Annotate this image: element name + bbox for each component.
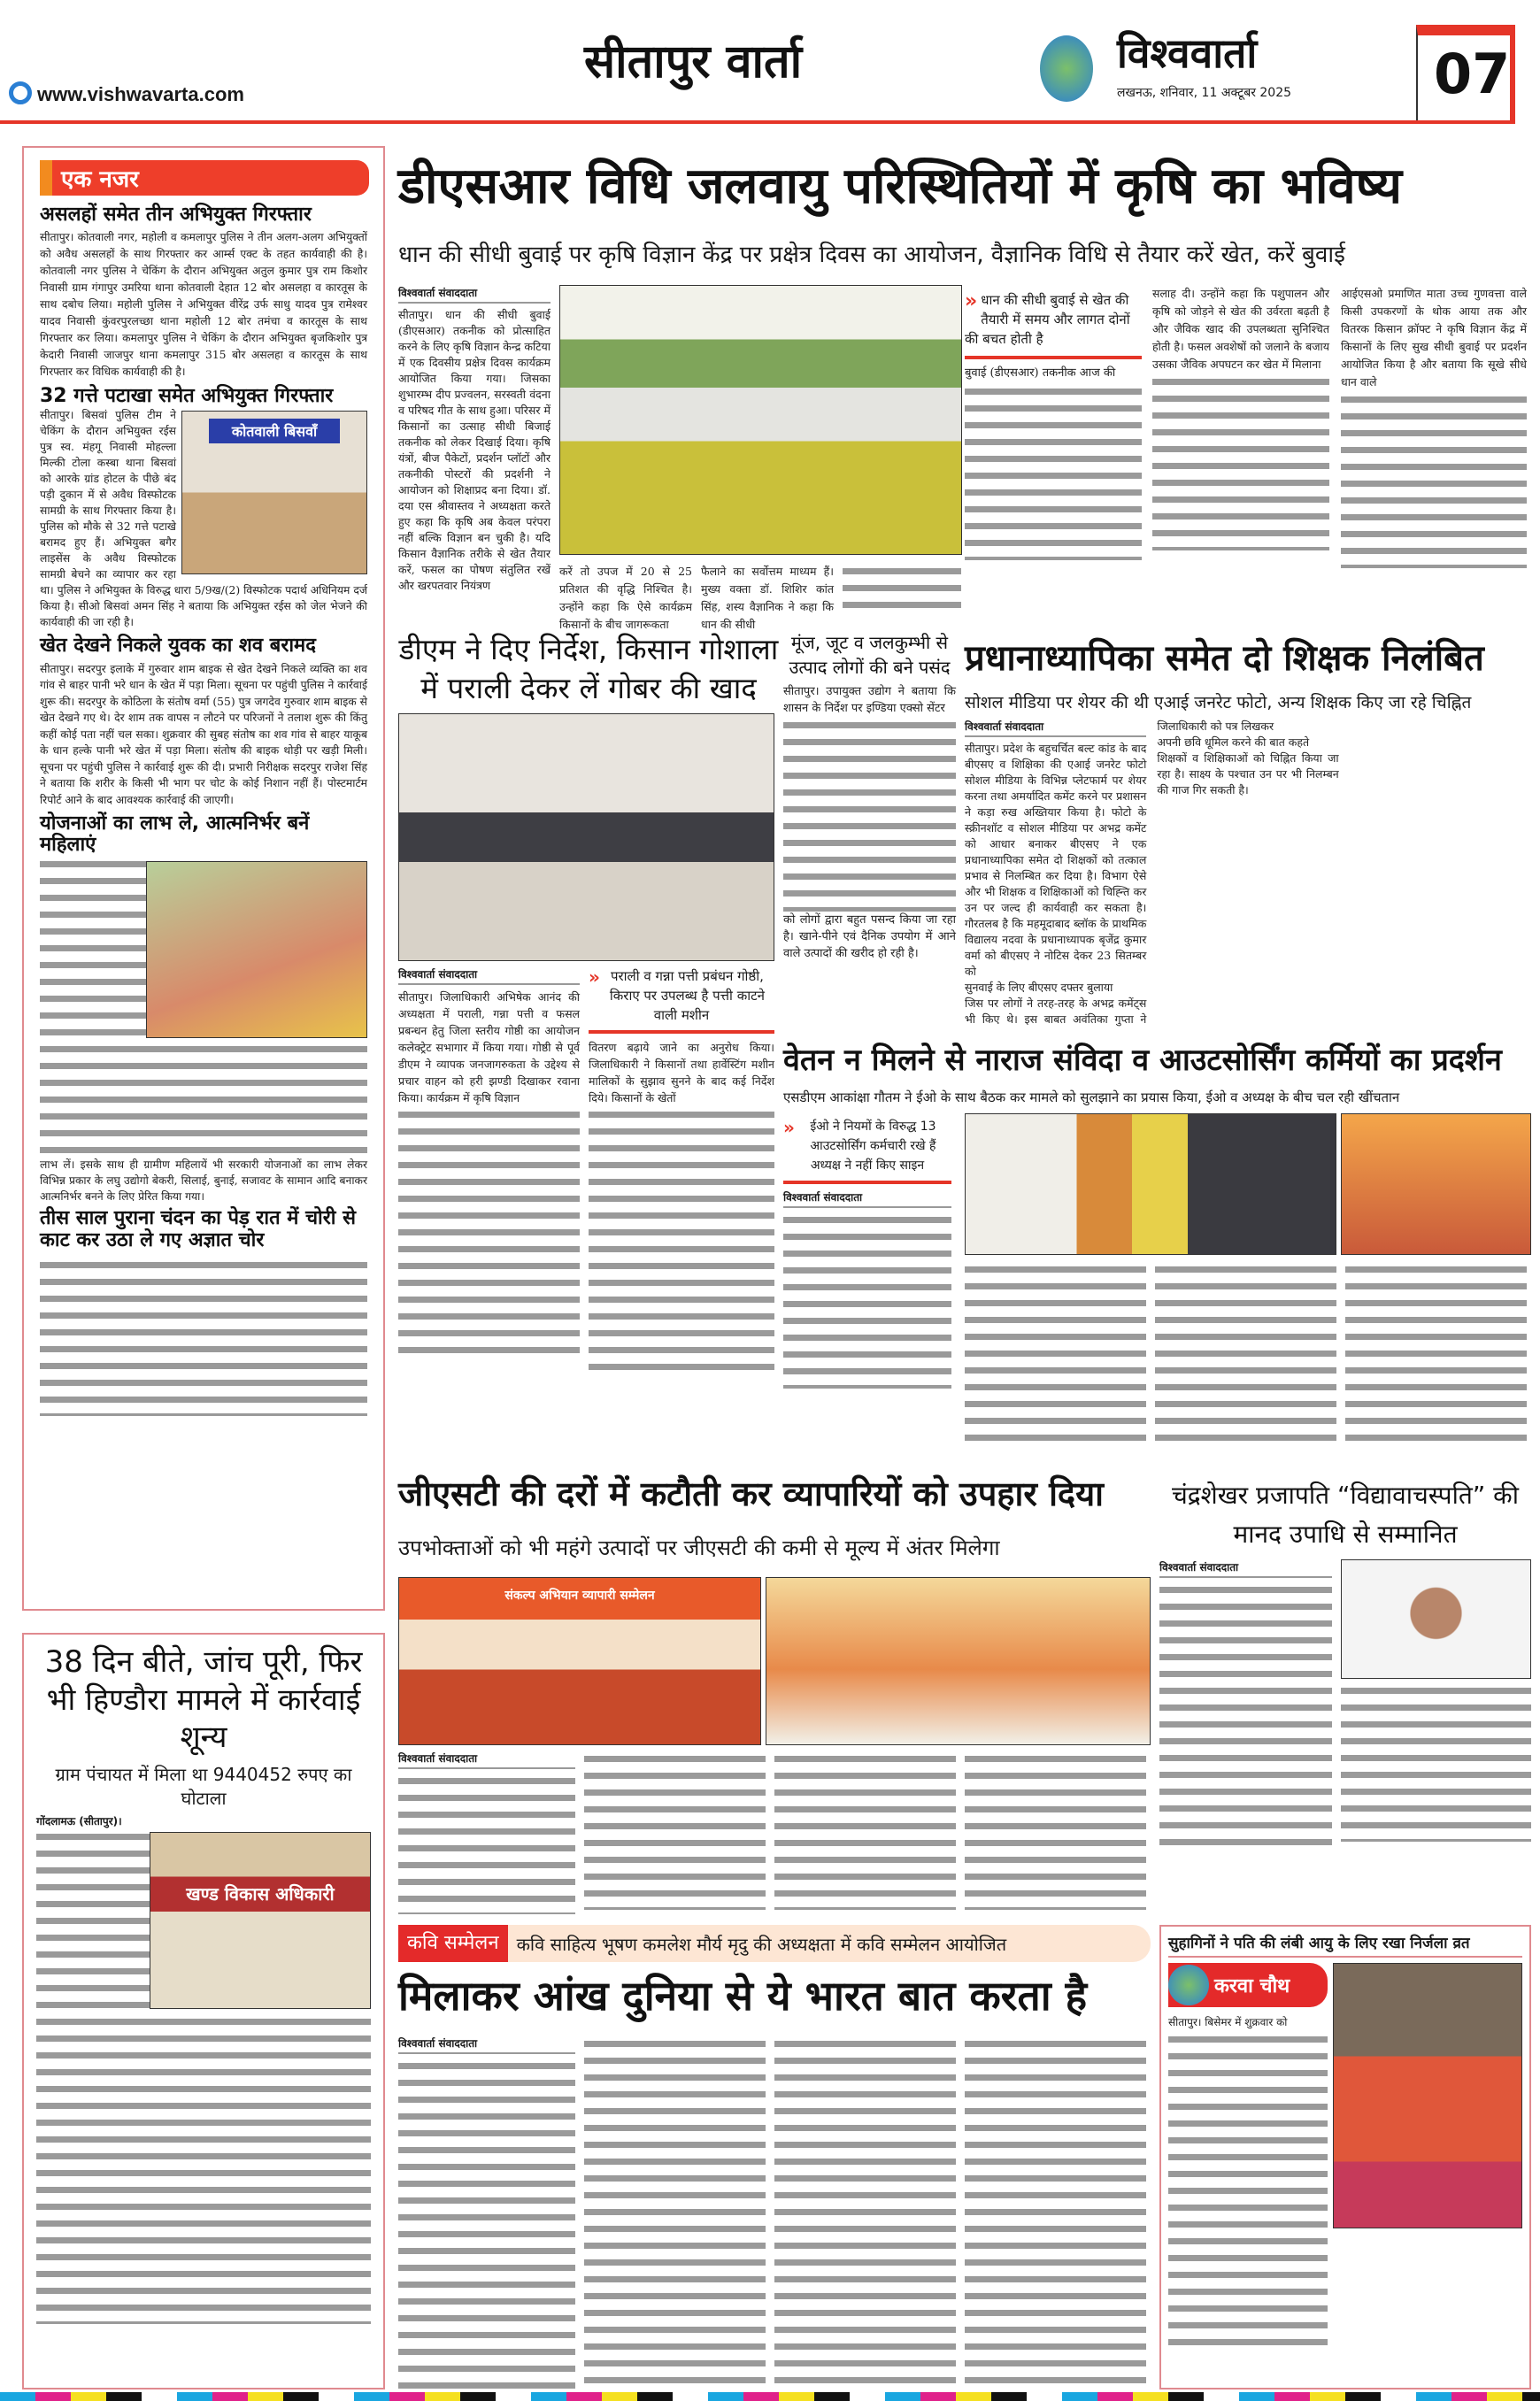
protest-meeting-photo — [965, 1113, 1336, 1255]
story-title: योजनाओं का लाभ ले, आत्मनिर्भर बनें महिलाएं — [40, 812, 310, 857]
karva-badge — [1168, 1963, 1328, 2007]
teacher-text: जिस पर लोगों ने तरह-तरह के अभद्र कमेंट्स भी किए थे। इस बाबत अवंतिका गुप्ता ने जिलाधिकारी को पत्र लिखकर — [965, 720, 1274, 1026]
gst-event-photo — [398, 1577, 761, 1745]
karva-chauth-box — [1159, 1925, 1531, 2389]
dateline: लखनऊ, शनिवार, 11 अक्टूबर 2025 — [1117, 86, 1292, 100]
kavi-text-block — [774, 2035, 956, 2385]
portrait-photo — [1341, 1559, 1531, 1679]
munj-text: को लोगों द्वारा बहुत पसन्द किया जा रहा है। खाने-पीने एवं दैनिक उपयोग में आने वाले उत्पादों की खरीद हो रही है। — [783, 913, 956, 960]
hindaura-box — [22, 1633, 385, 2389]
story-text: लाभ लें। इसके साथ ही ग्रामीण महिलायें भी सरकारी योजनाओं का लाभ लेकर विभिन्न प्रकार के लघु उद्योगो बेकरी, सिलाई, बुनाई, सजावट के सामान आदि बनाकर आत्मनिर्भर बनने के लिए प्रेरित किया गया। — [40, 1158, 367, 1204]
page-number: 07 — [1434, 42, 1511, 106]
award-headline: चंद्रशेखर प्रजापति “विद्यावाचस्पति” की मानद उपाधि से सम्मानित — [1172, 1481, 1519, 1549]
lead-text: फैलाने का सर्वोत्तम माध्यम हैं। मुख्य वक्ता डॉ. शिशिर कांत सिंह, शस्य वैज्ञानिक ने कहा कि धान की सीधी — [701, 565, 834, 631]
paddy-field-photo — [559, 285, 962, 555]
dm-text: सीतापुर। जिलाधिकारी अभिषेक आनंद की अध्यक्षता में पराली, गन्ना पत्ती व फसल प्रबन्धन हेतु जिला स्तरीय गोष्ठी का आयोजन कलेक्ट्रेट सभागार में किया गया। गोष्ठी से पूर्व डीएम ने व्यापक जनजागरुकता के उद्देश्य से प्रचार वाहन को हरी झण्डी दिखाकर रवाना किया। कार्यक्रम में कृषि विज्ञान — [398, 990, 580, 1104]
munj-text: सीतापुर। उपायुक्त उद्योग ने बताया कि शासन के निर्देश पर इण्डिया एक्सो सेंटर — [783, 685, 956, 715]
story-text: सीतापुर। बिसवां पुलिस टीम ने चेकिंग के दौरान अभियुक्त रईस पुत्र स्व. मंहगू निवासी मोहल्ला मिल्की टोला कस्बा थाना बिसवां को आरके ग्रांड होटल के पीछे बंद पड़ी दुकान में से अवैध विस्फोटक सामग्री के साथ गिरफ्तार किया है। पुलिस को मौके से 32 गत्ते पटाखे बरामद हुए हैं। अभियुक्त बगैर लाइसेंस के अवैध विस्फोटक सामग्री बेचने का व्यापार कर रहा था। पुलिस ने अभियुक्त के विरुद्ध धारा 5/9ख/(2) विस्फोटक पदार्थ अधिनियम दर्ज किया है। सीओ बिसवां अमन सिंह ने बताया कि अभियुक्त रईस को जेल भेजने की कार्यवाही की जा रही है। — [40, 409, 367, 629]
kavi-headline: मिलाकर आंख दुनिया से ये भारत बात करता है — [398, 1972, 1088, 2020]
byline: विश्ववार्ता संवाददाता — [398, 2035, 575, 2054]
dm-story — [398, 630, 779, 1372]
dm-text: वितरण बढ़ाये जाने का अनुरोध किया। जिलाधिकारी ने किसानों तथा हार्वेस्टिंग मशीन मालिकों के सुझाव सुनने के बाद कई निर्देश दिये। किसानों के खेतों — [589, 1041, 774, 1104]
ek-nazar-box — [22, 146, 385, 1611]
police-photo — [181, 411, 367, 574]
salary-text-block — [1345, 1261, 1527, 1451]
kavi-strap-text: कवि साहित्य भूषण कमलेश मौर्य मृदु की अध्यक्षता में कवि सम्मेलन आयोजित — [516, 1933, 1007, 1955]
kavi-text-block — [965, 2035, 1146, 2385]
karva-headline: सुहागिनों ने पति की लंबी आयु के लिए रखा निर्जला व्रत — [1168, 1935, 1470, 1952]
gst-subheadline: उपभोक्ताओं को भी महंगे उत्पादों पर जीएसटी की कमी से मूल्य में अंतर मिलेगा — [398, 1535, 1000, 1560]
teacher-headline: प्रधानाध्यापिका समेत दो शिक्षक निलंबित — [965, 638, 1484, 679]
lead-text: आईएसओ प्रमाणित माता उच्च गुणवत्ता वाले किसी उपकरणों के थोक आया तक और वितरक किसान क्रॉफ्ट ने कृषि विज्ञान केंद्र में किसानों के लिए सुख सीधी बुवाई पर प्रदर्शन आयोजित किया है और बताया कि सूखे सीधे धान वाले — [1341, 287, 1527, 389]
kavi-text-block — [398, 2058, 575, 2389]
gst-text-block — [965, 1751, 1146, 1910]
story-title: असलहों समेत तीन अभियुक्त गिरफ्तार — [40, 204, 312, 226]
story-title: 32 गत्ते पटाखा समेत अभियुक्त गिरफ्तार — [40, 385, 334, 408]
salary-pullquote — [783, 1117, 951, 1389]
page-number-box — [1416, 25, 1515, 124]
dm-col-2 — [589, 966, 774, 1372]
salary-text-block — [783, 1212, 951, 1389]
kavi-strap — [398, 1925, 1151, 1962]
masthead — [0, 0, 1540, 124]
lead-text: बुवाई (डीएसआर) तकनीक आज की — [965, 366, 1116, 380]
hindaura-subtitle: ग्राम पंचायत में मिला था 9440452 रुपए का घोटाला — [55, 1763, 352, 1809]
dm-col-1 — [398, 966, 580, 1372]
salary-text-block — [1155, 1261, 1336, 1451]
karva-badge-text: करवा चौथ — [1214, 1975, 1290, 1997]
byline: विश्ववार्ता संवाददाता — [783, 1189, 951, 1208]
pullquote-text: धान की सीधी बुवाई से खेत की तैयारी में समय और लागत दोनों की बचत होती है — [965, 292, 1130, 347]
dm-text-block — [589, 1106, 774, 1372]
salary-subheadline: एसडीएम आकांक्षा गौतम ने ईओ के साथ बैठक कर मामले को सुलझाने का प्रयास किया, ईओ व अध्यक्ष के बीच चल रही खींचतान — [783, 1089, 1400, 1105]
dateline: गोंदलामऊ (सीतापुर)। — [36, 1814, 122, 1828]
munj-story — [783, 630, 956, 962]
divider — [783, 1181, 951, 1184]
lead-pullquote — [965, 290, 1142, 560]
pullquote-text: पराली व गन्ना पत्ती प्रबंधन गोष्ठी, किराए पर उपलब्ध है पत्ती काटने वाली मशीन — [609, 968, 765, 1023]
gst-audience-photo — [766, 1577, 1151, 1745]
photo-sign: कोतवाली बिसवाँ — [209, 419, 340, 443]
lead-headline: डीएसआर विधि जलवायु परिस्थितियों में कृषि का भविष्य — [398, 158, 1402, 215]
event-banner-text: संकल्प अभियान व्यापारी सम्मेलन — [504, 1589, 655, 1603]
salary-text-block — [965, 1261, 1146, 1451]
karva-text-block — [1168, 2031, 1328, 2350]
photo-sign: खण्ड विकास अधिकारी — [186, 1882, 335, 1905]
header-rule — [0, 120, 1515, 124]
teacher-text: शिक्षकों व शिक्षिकाओं को चिह्नित किया जा रहा है। साक्ष्य के पश्चात उन पर भी निलम्बन की गाज गिर सकती है। — [1157, 751, 1339, 796]
divider — [589, 1030, 774, 1034]
award-story — [1159, 1476, 1531, 1847]
gst-text-block — [398, 1773, 575, 1914]
teacher-columns — [965, 719, 1531, 1037]
meeting-photo — [398, 713, 774, 961]
pullquote-text: ईओ ने नियमों के विरुद्ध 13 आउटसोर्सिंग कर्मचारी रखे हैं अध्यक्ष ने नहीं किए साइन — [810, 1120, 936, 1173]
story-text-block — [40, 1257, 367, 1416]
brand-logo-icon — [1168, 1965, 1209, 2005]
byline: विश्ववार्ता संवाददाता — [398, 1751, 575, 1769]
women-group-photo — [1333, 1963, 1522, 2228]
byline: विश्ववार्ता संवाददाता — [1159, 1559, 1332, 1578]
byline: विश्ववार्ता संवाददाता — [398, 966, 580, 985]
bdo-office-photo — [150, 1832, 371, 2009]
print-color-bar — [0, 2392, 1540, 2401]
lead-text-block — [1341, 391, 1527, 568]
brand-name: विश्ववार्ता — [1117, 29, 1258, 77]
gst-headline: जीएसटी की दरों में कटौती कर व्यापारियों को उपहार दिया — [398, 1474, 1104, 1513]
ek-nazar-badge: एक नजर — [40, 160, 369, 196]
salary-headline: वेतन न मिलने से नाराज संविदा व आउटसोर्सिंग कर्मियों का प्रदर्शन — [783, 1043, 1502, 1078]
double-chevron-icon: » — [965, 290, 978, 312]
protest-crowd-photo — [1341, 1113, 1531, 1255]
teacher-text: सुनवाई के लिए बीएसए दफ्तर बुलाया — [965, 981, 1113, 994]
website-url[interactable]: www.vishwavarta.com — [37, 83, 244, 105]
munj-text-block — [783, 717, 956, 912]
divider — [965, 356, 1142, 359]
lead-text-block — [965, 383, 1142, 560]
award-text-block — [1341, 1682, 1531, 1842]
section-title: सीतापुर वार्ता — [584, 35, 803, 88]
story-title: तीस साल पुराना चंदन का पेड़ रात में चोरी से काट कर उठा ले गए अज्ञात चोर — [40, 1207, 356, 1251]
byline: विश्ववार्ता संवाददाता — [398, 285, 551, 304]
kavi-col-1 — [398, 2035, 575, 2389]
gst-text-block — [584, 1751, 766, 1910]
women-photo — [146, 861, 367, 1038]
lead-text-block — [1152, 373, 1329, 550]
lead-text-block — [843, 563, 961, 616]
double-chevron-icon: » — [589, 966, 600, 988]
brand-logo-icon — [1040, 35, 1093, 102]
teacher-text: सीतापुर। प्रदेश के बहुचर्चित बल्ट कांड के बाद बीएसए व शिक्षिका की एआई जनरेट फोटो सोशल मीडिया के विभिन्न प्लेटफार्म पर शेयर करना तथा अमर्यादित कमेंट करने पर प्रशासन ने कड़ा रुख अख्तियार किया है। फोटो के स्क्रीनशॉट व सोशल मीडिया पर अभद्र कमेंट को आधार बनाकर बीएसए ने एक प्रधानाध्यापिका समेत दो शिक्षकों को तत्काल प्रभाव से निलम्बित कर दिया है। विभाग ऐसे और भी शिक्षक व शिक्षिकाओं को चिह्न्ति कर उन पर जल्द ही कार्यवाही कर सकता है। गौरतलब है कि महमूदाबाद ब्लॉक के प्राथमिक विद्यालय नदवा के प्रधानाध्यापक बृजेंद्र कुमार वर्मा को बीएसए ने नोटिस देकर 23 सितम्बर को — [965, 742, 1147, 978]
lead-col-1 — [398, 285, 551, 594]
karva-text: सीतापुर। बिसेमर में शुक्रवार को — [1168, 2016, 1288, 2028]
teacher-text: अपनी छवि धूमिल करने की बात कहते — [1157, 735, 1310, 749]
ie-icon — [9, 81, 32, 104]
gst-text-block — [774, 1751, 956, 1910]
award-text-block — [1159, 1581, 1332, 1847]
hindaura-title: 38 दिन बीते, जांच पूरी, फिर भी हिण्डौरा मामले में कार्रवाई शून्य — [44, 1644, 363, 1755]
story-title: खेत देखने निकले युवक का शव बरामद — [40, 635, 316, 658]
double-chevron-icon: » — [783, 1117, 795, 1138]
teacher-subheadline: सोशल मीडिया पर शेयर की थी एआई जनरेट फोटो, अन्य शिक्षक किए जा रहे चिह्नित — [965, 693, 1472, 712]
kavi-tag: कवि सम्मेलन — [398, 1925, 508, 1962]
kavi-text-block — [584, 2035, 766, 2385]
award-col — [1159, 1559, 1332, 1847]
lead-text: सीतापुर। धान की सीधी बुवाई (डीएसआर) तकनीक को प्रोत्साहित करने के लिए कृषि विज्ञान केन्द्र कटिया में एक दिवसीय प्रक्षेत्र दिवस कार्यक्रम आयोजित किया गया। जिसका शुभारम्भ दीप प्रज्वलन, सरस्वती वंदना व परिषद गीत के साथ हुआ। परिसर में किसानों का उत्साह सीधी बिजाई तकनीक को लेकर दिखाई दिया। कृषि यंत्रों, बीज पैकेटों, प्रदर्शन प्लॉटों और तकनीकी पोस्टरों की प्रदर्शनी ने आयोजन को शिक्षाप्रद बना दिया। डॉ. दया एस श्रीवास्तव ने अध्यक्षता करते हुए कहा कि कृषि अब केवल परंपरा नहीं बल्कि विज्ञान बन चुकी है। यदि किसान वैज्ञानिक तरीके से खेत तैयार करें, फसल का पोषण संतुलित रखें और खरपतवार नियंत्रण — [398, 308, 551, 592]
story-text: सीतापुर। कोतवाली नगर, महोली व कमलापुर पुलिस ने तीन अलग-अलग अभियुक्तों को अवैध असलहों के साथ गिरफ्तार कर आर्म्स एक्ट के तहत कार्यवाही की है। कोतवाली नगर पुलिस ने चेकिंग के दौरान अभियुक्त अतुल कुमार पुत्र राम किशोर निवासी ग्राम गंगापुर उमरिया थाना कोतवाली देहात 12 बोर असलहा व कारतूस के साथ दबोच लिया। महोली पुलिस ने अभियुक्त वीरेंद्र उर्फ साधु यादव पुत्र रामेश्वर यादव निवासी कुंवरपुरलच्छा थाना महोली 12 बोर तमंचा व कारतूस के साथ गिरफ्तार कर लिया। कमलापुर पुलिस ने चेकिंग के दौरान अभियुक्त बृजकिशोर पुत्र केदारी निवासी जाजपुर थाना कमलापुर 315 बोर असलहा व कारतूस के साथ गिरफ्तार कर विधिक कार्यवाही की है। — [40, 231, 367, 379]
lead-text: करें तो उपज में 20 से 25 प्रतिशत की वृद्धि निश्चित है। उन्होंने कहा कि ऐसे कार्यक्रम किसानों के बीच जागरूकता — [559, 565, 692, 631]
munj-headline: मूंज, जूट व जलकुम्भी से उत्पाद लोगों की बने पसंद — [789, 632, 951, 678]
byline: विश्ववार्ता संवाददाता — [965, 719, 1146, 737]
lead-text: सलाह दी। उन्होंने कहा कि पशुपालन और कृषि को जोड़ने से खेत की उर्वरता बढ़ती है और जैविक खाद की उपलब्धता सुनिश्चित होती है। फसल अवशेषों को जलाने के बजाय उसका जैविक अपघटन कर खेत में मिलाना — [1152, 287, 1329, 371]
story-text: सीतापुर। सदरपुर इलाके में गुरुवार शाम बाइक से खेत देखने निकले व्यक्ति का शव गांव से बाहर पानी भरे धान के खेत में पड़ा मिला। सूचना पर पहुंची पुलिस ने कार्रवाई शुरू की। सदरपुर के कोठिला के संतोष वर्मा (55) पुत्र जगदेव गुरुवार शाम बाइक से खेत देखने गए थे। देर शाम तक वापस न लौटने पर परिजनों ने तलाश शुरू की किंतु कहीं कोई पता नहीं चल सका। शुक्रवार की सुबह संतोष का शव गांव से बाहर याकूब के धान हल्के पानी भरे खेत में पड़ा मिला। संतोष की बाइक थोड़ी पर खड़ी मिली। सूचना पर पहुंची पुलिस ने कार्रवाई शुरू की दी। प्रभारी निरीक्षक सदरपुर राजेश सिंह ने बताया कि शरीर के किसी भी भाग पर चोट के कोई निशान नहीं हैं। पोस्टमार्टम रिपोर्ट आने के बाद आवश्यक कार्रवाई की जाएगी। — [40, 662, 367, 806]
gst-col-1 — [398, 1751, 575, 1914]
lead-subheadline: धान की सीधी बुवाई पर कृषि विज्ञान केंद्र पर प्रक्षेत्र दिवस का आयोजन, वैज्ञानिक विधि से तैयार करें खेत, करें बुवाई — [398, 242, 1345, 268]
dm-text-block — [398, 1106, 580, 1354]
dm-headline: डीएम ने दिए निर्देश, किसान गोशाला में पराली देकर लें गोबर की खाद — [398, 632, 779, 705]
